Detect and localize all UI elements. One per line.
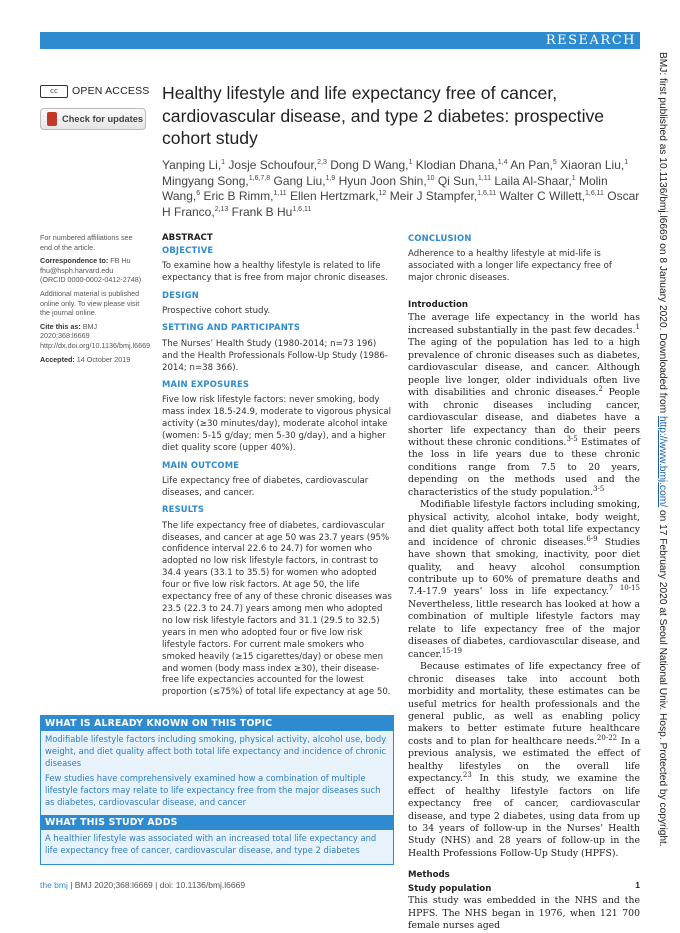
correspondence-email[interactable]: fhu@hsph.harvard.edu <box>40 265 114 275</box>
author-name: Ellen Hertzmark, <box>289 189 379 203</box>
section-label: RESEARCH <box>545 33 636 48</box>
accepted-label: Accepted: <box>40 354 75 364</box>
bmj-link[interactable]: http://www.bmj.com/ <box>657 415 668 508</box>
paragraph-text: People with chronic diseases including cancer, cardiovascular disease, and diabetes have a shorter life expectancy than do their peers without these chronic conditions. <box>408 387 640 448</box>
intro-paragraph-2 <box>408 499 640 661</box>
open-access-label: OPEN ACCESS <box>72 85 150 97</box>
author-affiliation: 1,6,11 <box>477 190 497 197</box>
author-name: Gang Liu, <box>273 173 326 188</box>
known-item: Modifiable lifestyle factors including smoking, physical activity, alcohol use, body weight, and diet quality affect both total life expectancy and incidence of chronic diseases <box>45 734 387 768</box>
abstract-heading: ABSTRACT <box>162 233 213 243</box>
author-affiliation: 10 <box>426 174 435 182</box>
author-affiliation: 1 <box>221 159 226 166</box>
author-affiliation: 2,3 <box>317 159 327 166</box>
conclusion-heading: CONCLUSION <box>408 233 472 243</box>
article-meta <box>40 233 151 368</box>
author-affiliation: 1,6,7,8 <box>248 174 271 182</box>
author-name: Yanping Li, <box>162 158 222 172</box>
paragraph-text: Modifiable lifestyle factors including smoking, physical activity, alcohol intake, body weight, and diet quality affect both total life expectancy and incidence of chronic diseases. <box>408 499 640 548</box>
additional-material-note: Additional material is published online only. To view please visit the journal online. <box>40 288 140 318</box>
abstract-section-heading: DESIGN <box>162 289 199 300</box>
intro-paragraph-3 <box>408 661 640 860</box>
author-affiliation: 1 <box>624 159 629 166</box>
reference: 23 <box>462 771 472 780</box>
journal-name: the bmj <box>40 880 68 890</box>
intro-paragraph-1 <box>408 312 640 499</box>
paragraph-text: Estimates of the loss in life years due to these chronic conditions range from 7.5 to 20 years, depending on the methods used and the characteristics of the study population. <box>408 436 640 498</box>
author-name: Klodian Dhana, <box>415 158 498 172</box>
correspondence-name: FB Hu <box>108 256 131 266</box>
check-for-updates-label: Check for updates <box>62 114 144 124</box>
author-affiliation: 1 <box>571 174 576 182</box>
abstract-section-heading: SETTING AND PARTICIPANTS <box>162 322 301 333</box>
study-population-heading: Study population <box>408 883 492 894</box>
abstract-section-text: Five low risk lifestyle factors: never smoking, body mass index 18.5-24.9, moderate to vigorous physical activity (≥30 minutes/day), moderate alcohol intake (women: 5-15 g/day; men 5-30 g/day), and a higher diet quality score (upper 40%). <box>162 395 391 454</box>
author-name: Molin Wang, <box>162 173 608 203</box>
adds-item: A healthier lifestyle was associated with an increased total life expectancy and life expectancy free of cancer, cardiovascular disease, and type 2 diabetes <box>45 832 377 855</box>
reference: 1 <box>635 322 640 331</box>
methods-heading: Methods <box>408 870 450 881</box>
reference: 3-5 <box>593 484 605 493</box>
abstract-section-text: The Nurses’ Health Study (1980-2014; n=73 196) and the Health Professionals Follow-Up Study (1986-2014; n=38 366). <box>162 338 388 373</box>
correspondence-label: Correspondence to: <box>40 256 109 266</box>
author-name: Hyun Joon Shin, <box>338 173 427 188</box>
abstract-section-heading: MAIN OUTCOME <box>162 459 240 470</box>
reference: 15-19 <box>441 646 463 655</box>
article-title: Healthy lifestyle and life expectancy free of cancer, cardiovascular disease, and type 2 diabetes: prospective cohort study <box>162 83 605 148</box>
reference: 7 10-15 <box>608 584 641 593</box>
author-affiliation: 1,4 <box>497 159 508 166</box>
known-heading: WHAT IS ALREADY KNOWN ON THIS TOPIC <box>41 716 393 731</box>
paragraph-text: The aging of the population has led to a high prevalence of chronic diseases such as diabetes, cardiovascular disease, and cancer. Although people live longer, older individuals often live with disabilities and chronic diseases. <box>408 337 640 399</box>
author-name: Josje Schoufour, <box>228 158 318 172</box>
citation <box>40 321 151 351</box>
paragraph-text: Because estimates of life expectancy free of chronic diseases take into account both morbidity and mortality, these estimates can be useful metrics for health professionals and the general public, as well as enabling policy makers to better estimate future healthcare costs and to plan for healthcare needs. <box>408 661 640 747</box>
check-for-updates-button[interactable] <box>40 108 146 130</box>
conclusion-text: Adherence to a healthy lifestyle at mid-life is associated with a longer life expectancy free of major chronic diseases. <box>408 249 612 284</box>
abstract-conclusion <box>408 233 636 290</box>
accepted-value: 14 October 2019 <box>74 354 131 364</box>
doi-link[interactable]: http://dx.doi.org/10.1136/bmj.l6669 <box>40 340 151 350</box>
adds-list <box>41 830 393 863</box>
paragraph-text: Nevertheless, little research has looked at how a combination of multiple lifestyle factors may relate to life expectancy free of the major diseases of diabetes, cardiovascular disease, and cancer. <box>408 598 640 660</box>
author-name: Xiaoran Liu, <box>560 158 625 172</box>
copyright-sidebar <box>644 52 676 862</box>
author-affiliation: 1,6,11 <box>585 190 604 197</box>
study-population-text: This study was embedded in the NHS and the HPFS. The NHS began in 1976, when 121 700 female nurses aged <box>408 895 640 932</box>
author-affiliation: 2,13 <box>214 205 229 213</box>
author-name: Qi Sun, <box>437 173 478 188</box>
abstract-section-text: Prospective cohort study. <box>162 306 271 317</box>
known-list <box>41 731 393 815</box>
abstract-section-text: Life expectancy free of diabetes, cardiovascular diseases, and cancer. <box>162 475 369 498</box>
body-text <box>408 299 640 933</box>
paragraph-text: The average life expectancy in the world has increased substantially in the past few decades. <box>408 312 640 336</box>
summary-box <box>40 715 394 865</box>
reference: 20-22 <box>596 733 618 742</box>
affiliation-note: For numbered affiliations see end of the article. <box>40 233 133 252</box>
author-affiliation: 1,11 <box>477 174 491 182</box>
author-affiliation: 1,6,11 <box>292 205 312 213</box>
abstract-section-text: To examine how a healthy lifestyle is related to life expectancy that is free from major chronic diseases. <box>162 261 388 284</box>
open-access-badge <box>40 84 149 98</box>
section-banner <box>40 32 640 49</box>
known-item: Few studies have comprehensively examined how a combination of multiple lifestyle factors may relate to life expectancy free from the major diseases such as diabetes, cardiovascular disease, and cancer <box>45 773 381 807</box>
crossmark-icon <box>47 112 57 126</box>
author-name: An Pan, <box>510 158 553 172</box>
author-name: Frank B Hu <box>231 204 293 219</box>
abstract-section-heading: MAIN EXPOSURES <box>162 379 250 390</box>
citation-text: BMJ 2020;368:l6669 <box>40 321 98 341</box>
abstract-section-heading: OBJECTIVE <box>162 244 214 255</box>
author-list <box>162 158 642 220</box>
accepted-date <box>40 355 145 365</box>
author-name: Eric B Rimm, <box>203 189 274 203</box>
reference: 6-9 <box>586 534 598 543</box>
paragraph-text: In a previous analysis, we estimated the effect of healthy lifestyles on the overall life expectancy. <box>408 735 640 785</box>
correspondence <box>40 256 145 285</box>
copyright-note <box>657 52 668 847</box>
orcid: (ORCID 0000-0002-0412-2748) <box>40 275 142 285</box>
author-name: Meir J Stampfer, <box>389 189 478 203</box>
author-affiliation: 5 <box>552 159 557 166</box>
abstract-section-text: The life expectancy free of diabetes, cardiovascular diseases, and cancer at age 50 was 23.7 years (95% confidence interval 22.6 to 24.7) for women who adopted no low risk lifestyle factors, in contrast to 34.4 years (33.1 to 35.5) for women who adopted four or five low risk factors. At age 50, the life expectancy free of any of these chronic diseases was 23.5 (22.3 to 24.7) years among men who adopted no low risk lifestyle factors and 31.1 (29.5 to 32.5) years in men who adopted four or five low risk lifestyle factors. For current male smokers who smoked heavily (≥15 cigarettes/day) or obese men and women (body mass index ≥30), their disease-free life expectancies accounted for the lowest proportion (≤75%) of total life expectancy at age 50. <box>162 520 392 698</box>
author-name: Mingyang Song, <box>162 173 249 188</box>
footer-citation: | BMJ 2020;368:l6669 | doi: 10.1136/bmj.l6669 <box>67 880 246 890</box>
author-name: Dong D Wang, <box>330 158 409 172</box>
reference: 3-5 <box>566 434 578 443</box>
page-footer <box>40 880 640 892</box>
author-name: Laila Al-Shaar, <box>494 173 572 188</box>
author-affiliation: 1,9 <box>325 174 336 182</box>
adds-heading: WHAT THIS STUDY ADDS <box>41 815 393 830</box>
author-name: Walter C Willett, <box>499 189 585 203</box>
abstract <box>162 233 392 704</box>
author-name: Oscar H Franco, <box>162 189 640 219</box>
abstract-section-heading: RESULTS <box>162 504 205 515</box>
abstract-sections <box>162 245 392 699</box>
page-number: 1 <box>635 880 640 890</box>
reference: 2 <box>598 385 603 394</box>
creative-commons-icon: cc <box>40 85 68 98</box>
author-affiliation: 12 <box>378 190 387 197</box>
paragraph-text: In this study, we examine the effect of healthy lifestyle factors on life expectancy free of cancer, cardiovascular disease, and type 2 diabetes, using data from up to 34 years of follow-up in the Nurses’ Health Study (NHS) and 28 years of follow-up in the Health Professions Follow-Up Study (HPFS). <box>408 773 640 859</box>
copyright-note-text: BMJ: first published as 10.1136/bmj.l6669 on 8 January 2020. Downloaded from <box>657 52 668 416</box>
paragraph-text: Studies have shown that smoking, inactivity, poor diet quality, and heavy alcohol consumption contribute up to 60% of premature deaths and 7.4-17.9 years’ loss in life expectancy. <box>408 536 640 598</box>
intro-heading: Introduction <box>408 300 469 310</box>
author-affiliation: 1 <box>408 159 413 166</box>
author-affiliation: 1,11 <box>273 190 287 197</box>
copyright-note-text-end: on 17 February 2020 at Seoul National Univ. Hosp. Protected by copyright. <box>657 507 668 847</box>
citation-label: Cite this as: <box>40 321 81 331</box>
author-affiliation: 6 <box>196 190 201 197</box>
